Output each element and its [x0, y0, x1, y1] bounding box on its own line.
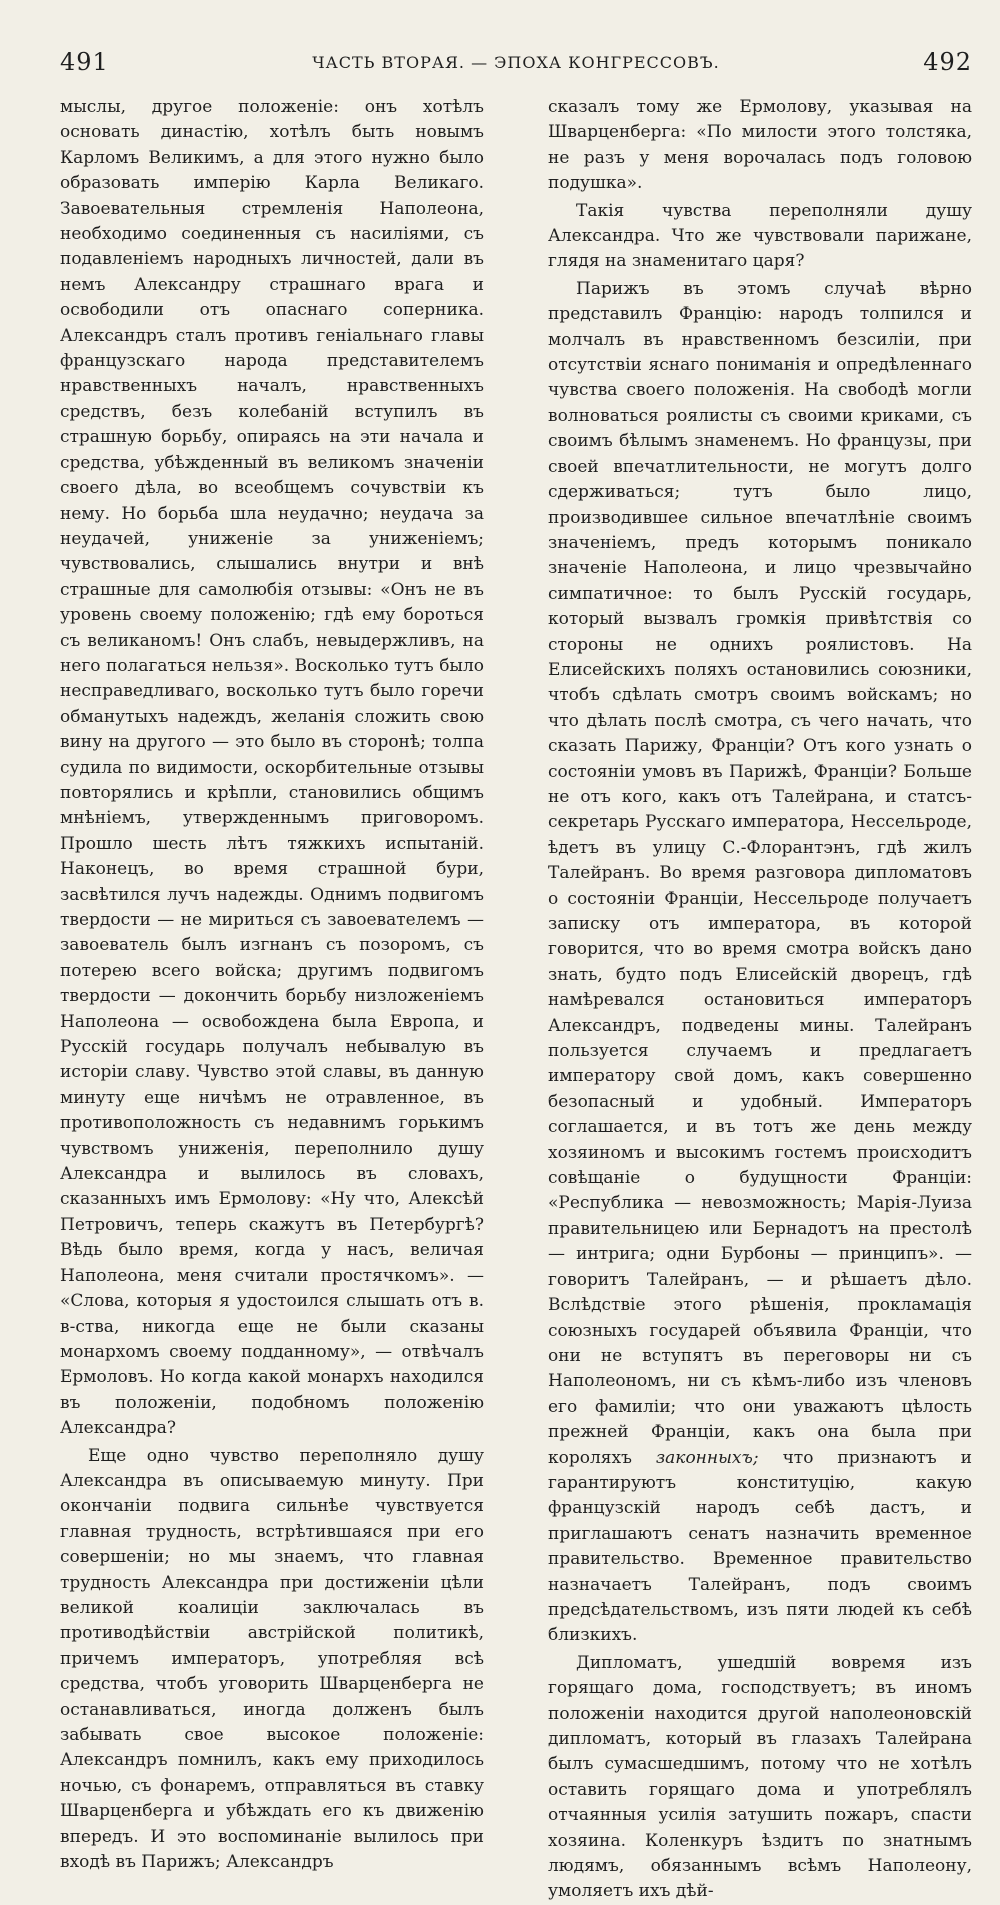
- paragraph-text: Парижъ въ этомъ случаѣ вѣрно представилъ Францiю: народъ толпился и молчалъ въ нравственномъ безсилiи, при отсутствiи яснаго пониманiя и опредѣленнаго чувства своего положенiя. На свободѣ могли волноваться роялисты съ своими криками, съ своимъ бѣлымъ знаменемъ. Но французы, при своей впечатлительности, не могутъ долго сдерживаться; тутъ было лицо, производившее сильное впечатлѣнiе своимъ значенiемъ, предъ которымъ поникало значенiе Наполеона, и лицо чрезвычайно симпатичное: то былъ Русскiй государь, который вызвалъ громкiя привѣтствiя со стороны не однихъ роялистовъ. На Елисейскихъ поляхъ остановились союзники, чтобъ сдѣлать смотръ своимъ войскамъ; но что дѣлать послѣ смотра, съ чего начать, что сказать Парижу, Францiи? Отъ кого узнать о состоянiи умовъ въ Парижѣ, Францiи? Больше не отъ кого, какъ отъ Талейрана, и статсъ-секретарь Русскаго императора, Нессельроде, ѣдетъ въ улицу С.-Флорантэнъ, гдѣ жилъ Талейранъ. Во время разговора дипломатовъ о состоянiи Францiи, Нессельроде получаетъ записку отъ императора, въ которой говорится, что во время смотра войскъ дано знать, будто подъ Елисейскiй дворецъ, гдѣ намѣревался остановиться императоръ Александръ, подведены мины. Талейранъ пользуется случаемъ и предлагаетъ императору свой домъ, какъ совершенно безопасный и удобный. Императоръ соглашается, и въ тотъ же день между хозяиномъ и высокимъ гостемъ происходитъ совѣщанiе о будущности Францiи: «Республика — невозможность; Марiя-Луиза правительницею или Бернадотъ на престолѣ — интрига; одни Бурбоны — принципъ». — говоритъ Талейранъ, — и рѣшаетъ дѣло. Вслѣдствiе этого рѣшенiя, прокламацiя союзныхъ государей объявила Францiи, что они не вступятъ въ переговоры ни съ Наполеономъ, ни съ кѣмъ-либо изъ членовъ его фамилiи; что они уважаютъ цѣлость прежней Францiи, какъ она была при короляхъ: [548, 278, 972, 1468]
- paragraph: мыслы, другое положенiе: онъ хотѣлъ основать династiю, хотѣлъ быть новымъ Карломъ Великимъ, а для этого нужно было образовать имперiю Карла Великаго. Завоевательныя стремленiя Наполеона, необходимо соединенныя съ насилiями, съ подавленiемъ народныхъ личностей, дали въ немъ Александру страшнаго врага и освободили отъ опаснаго соперника. Александръ сталъ противъ генiальнаго главы французскаго народа представителемъ нравственныхъ началъ, нравственныхъ средствъ, безъ колебанiй вступилъ въ страшную борьбу, опираясь на эти начала и средства, убѣжденный въ великомъ значенiи своего дѣла, во всеобщемъ сочувствiи къ нему. Но борьба шла неудачно; неудача за неудачей, униженiе за униженiемъ; чувствовались, слышались внутри и внѣ страшные для самолюбiя отзывы: «Онъ не въ уровень своему положенiю; гдѣ ему бороться съ великаномъ! Онъ слабъ, невыдержливъ, на него полагаться нельзя». Восколько тутъ было несправедливаго, восколько тутъ было горечи обманутыхъ надеждъ, желанiя сложить свою вину на другого — это было въ сторонѣ; толпа судила по видимости, оскорбительные отзывы повторялись и крѣпли, становились общимъ мнѣнiемъ, утвержденнымъ приговоромъ. Прошло шесть лѣтъ тяжкихъ испытанiй. Наконецъ, во время страшной бури, засвѣтился лучъ надежды. Однимъ подвигомъ твердости — не мириться съ завоевателемъ — завоеватель былъ изгнанъ съ позоромъ, съ потерею всего войска; другимъ подвигомъ твердости — докончить борьбу низложенiемъ Наполеона — освобождена была Европа, и Русскiй государь получалъ небывалую въ исторiи славу. Чувство этой славы, въ данную минуту еще ничѣмъ не отравленное, въ противоположность съ недавнимъ горькимъ чувствомъ униженiя, переполнило душу Александра и вылилось въ словахъ, сказанныхъ имъ Ермолову: «Ну что, Алексѣй Петровичъ, теперь скажутъ въ Петербургѣ? Вѣдь было время, когда у насъ, величая Наполеона, меня считали простячкомъ». — «Слова, которыя я удостоился слышать отъ в. в-ства, никогда еще не были сказаны монархомъ своему подданному», — отвѣчалъ Ермоловъ. Но когда какой монархъ находился въ положенiи, подобномъ положенiю Александра?: [60, 97, 484, 1439]
- page-number-left: 491: [60, 48, 109, 76]
- paragraph: сказалъ тому же Ермолову, указывая на Шварценберга: «По милости этого толстяка, не разъ у меня ворочалась подъ головою подушка».: [548, 97, 972, 194]
- left-column: [60, 95, 484, 1905]
- paragraph-text: что признаютъ и гарантируютъ конституцiю, какую французскiй народъ себѣ дастъ, и приглашаютъ сенатъ назначить временное правительство. Временное правительство назначаетъ Талейранъ, подъ своимъ предсѣдательствомъ, изъ пяти людей къ себѣ близкихъ.: [548, 1447, 973, 1646]
- paragraph: [548, 277, 972, 1649]
- page-number-right: 492: [923, 48, 972, 76]
- running-head: [60, 42, 972, 82]
- text-columns: [60, 95, 972, 1905]
- italic-word: законныхъ;: [655, 1447, 759, 1468]
- paragraph: Еще одно чувство переполняло душу Александра въ описываемую минуту. При окончанiи подвига сильнѣе чувствуется главная трудность, встрѣтившаяся при его совершенiи; но мы знаемъ, что главная трудность Александра при достиженiи цѣли великой коалицiи заключалась въ противодѣйствiи австрiйской политикѣ, причемъ императоръ, употребляя всѣ средства, чтобъ уговорить Шварценберга не останавливаться, иногда долженъ былъ забывать свое высокое положенiе: Александръ помнилъ, какъ ему приходилось ночью, съ фонаремъ, отправляться въ ставку Шварценберга и убѣждать его къ движенiю впередъ. И это воспоминанiе вылилось при входѣ въ Парижъ; Александръ: [60, 1445, 484, 1873]
- right-column: [548, 95, 972, 1905]
- paragraph: Такiя чувства переполняли душу Александра. Что же чувствовали парижане, глядя на знаменитаго царя?: [548, 200, 972, 272]
- running-title: ЧАСТЬ ВТОРАЯ. — ЭПОХА КОНГРЕССОВЪ.: [312, 52, 720, 72]
- paragraph: Дипломатъ, ушедшiй вовремя изъ горящаго дома, господствуетъ; въ иномъ положенiи находится другой наполеоновскiй дипломатъ, который въ глазахъ Талейрана былъ сумасшедшимъ, потому что не хотѣлъ оставить горящаго дома и употреблялъ отчаянныя усилiя затушить пожаръ, спасти хозяина. Коленкуръ ѣздитъ по знатнымъ людямъ, обязаннымъ всѣмъ Наполеону, умоляетъ ихъ дѣй-: [548, 1652, 972, 1902]
